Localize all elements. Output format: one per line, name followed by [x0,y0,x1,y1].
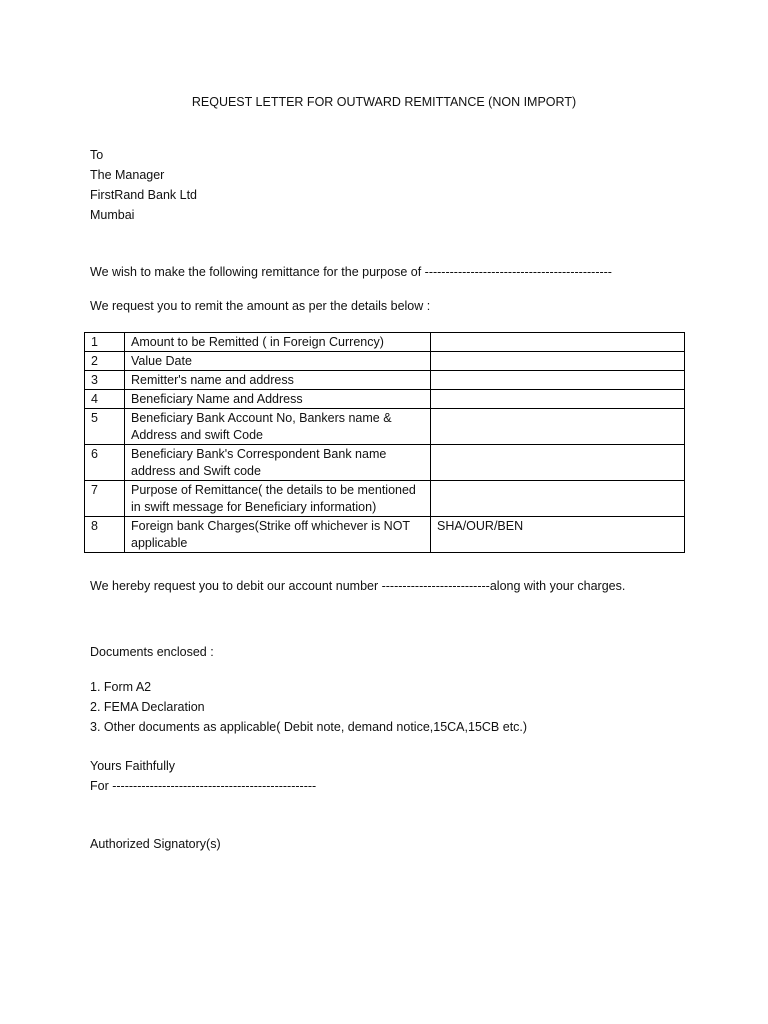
request-line: We request you to remit the amount as per the details below : [90,299,431,313]
documents-list [90,677,527,737]
row-number: 3 [85,371,125,390]
row-number: 2 [85,352,125,371]
row-description: Beneficiary Name and Address [125,390,431,409]
row-value[interactable] [431,481,685,517]
table-row [85,445,685,481]
table-row [85,517,685,553]
debit-line: We hereby request you to debit our account number --------------------------along with your charges. [90,579,626,593]
table-row [85,352,685,371]
list-item: 2. FEMA Declaration [90,700,205,714]
closing-block [90,756,316,796]
row-value[interactable] [431,390,685,409]
letter-title: REQUEST LETTER FOR OUTWARD REMITTANCE (NON IMPORT) [191,95,577,109]
row-description: Purpose of Remittance( the details to be mentioned in swift message for Beneficiary information) [125,481,431,517]
row-number: 1 [85,333,125,352]
row-description: Value Date [125,352,431,371]
list-item: 1. Form A2 [90,680,152,694]
row-description: Amount to be Remitted ( in Foreign Currency) [125,333,431,352]
row-value[interactable]: SHA/OUR/BEN [431,517,685,553]
remittance-details-table [84,332,685,553]
closing-for-line: For ------------------------------------------------- [90,779,317,793]
table-row [85,333,685,352]
row-description: Beneficiary Bank Account No, Bankers name & Address and swift Code [125,409,431,445]
row-number: 6 [85,445,125,481]
row-value[interactable] [431,333,685,352]
recipient-address [90,145,197,225]
row-value[interactable] [431,409,685,445]
table-row [85,390,685,409]
row-value[interactable] [431,352,685,371]
list-item: 3. Other documents as applicable( Debit note, demand notice,15CA,15CB etc.) [90,720,528,734]
address-line-3: Mumbai [90,208,135,222]
row-number: 5 [85,409,125,445]
row-description: Beneficiary Bank's Correspondent Bank name address and Swift code [125,445,431,481]
row-number: 8 [85,517,125,553]
address-line-1: The Manager [90,168,165,182]
table-row [85,371,685,390]
row-number: 7 [85,481,125,517]
row-description: Foreign bank Charges(Strike off whichever is NOT applicable [125,517,431,553]
documents-heading: Documents enclosed : [90,645,214,659]
address-to: To [90,148,104,162]
row-value[interactable] [431,371,685,390]
row-number: 4 [85,390,125,409]
table-row [85,409,685,445]
table-row [85,481,685,517]
authorized-signatory: Authorized Signatory(s) [90,837,221,851]
closing-yours: Yours Faithfully [90,759,175,773]
row-value[interactable] [431,445,685,481]
purpose-line: We wish to make the following remittance for the purpose of --------------------------------------------- [90,265,612,279]
address-line-2: FirstRand Bank Ltd [90,188,197,202]
row-description: Remitter's name and address [125,371,431,390]
